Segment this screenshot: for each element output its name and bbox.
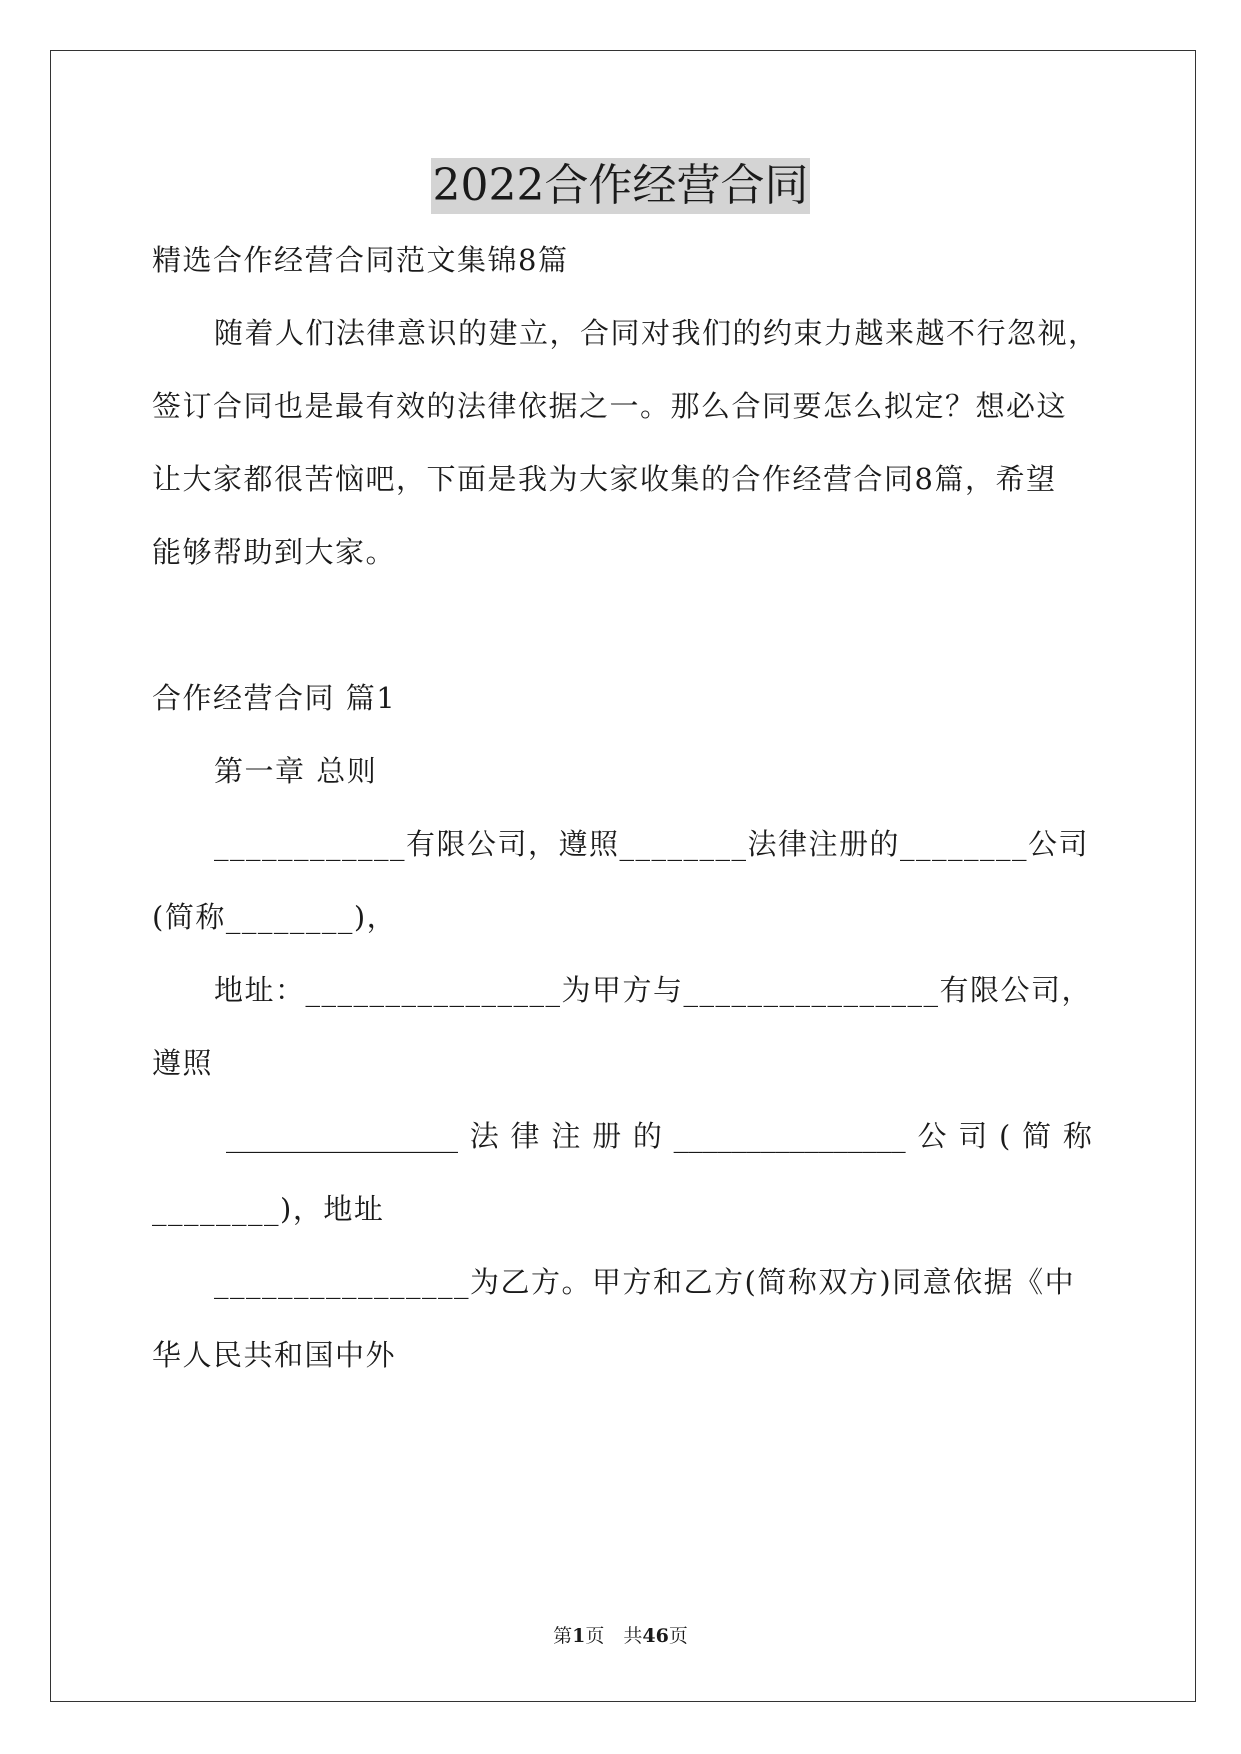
page-border [50, 50, 1196, 1702]
body-line-6: ________)，地址 [152, 1192, 385, 1226]
document-subtitle: 精选合作经营合同范文集锦8篇 [152, 243, 569, 277]
body-line-3: 地址：________________为甲方与________________有限公司， [214, 973, 1093, 1007]
body-line-4: 遵照 [152, 1046, 214, 1080]
footer-page-number: 1 [572, 1625, 586, 1647]
body-line-7: ________________为乙方。甲方和乙方(简称双方)同意依据《中 [214, 1265, 1076, 1299]
intro-line-1: 随着人们法律意识的建立，合同对我们的约束力越来越不行忽视， [214, 316, 1099, 350]
body-line-5-part: 律 [510, 1119, 540, 1153]
body-line-5-part: 简 [1022, 1119, 1052, 1153]
footer-page-suffix: 页 [668, 1625, 688, 1647]
body-line-5-part: ( [999, 1119, 1011, 1153]
body-line-5-part: 注 [551, 1119, 581, 1153]
intro-line-4: 能够帮助到大家。 [152, 535, 397, 569]
body-line-5-part: 称 [1062, 1119, 1092, 1153]
body-line-5 [226, 1116, 1092, 1156]
body-line-1: ____________有限公司，遵照________法律注册的________公司 [214, 827, 1090, 861]
body-line-5-part: ________________ [673, 1119, 906, 1153]
intro-line-3: 让大家都很苦恼吧，下面是我为大家收集的合作经营合同8篇，希望 [152, 462, 1057, 496]
section-heading: 合作经营合同 篇1 [152, 681, 397, 715]
body-line-5-part: 司 [958, 1119, 988, 1153]
chapter-heading: 第一章 总则 [214, 754, 378, 788]
body-line-5-part: ________________ [226, 1119, 458, 1153]
body-line-8: 华人民共和国中外 [152, 1338, 397, 1372]
body-line-5-part: 册 [592, 1119, 622, 1153]
footer-page-total: 46 [642, 1625, 669, 1647]
document-title: 2022合作经营合同 [0, 158, 1241, 214]
page-footer [0, 1624, 1241, 1648]
footer-page-mid: 页 共 [585, 1625, 643, 1647]
body-line-5-part: 的 [632, 1119, 662, 1153]
body-line-5-part: 法 [469, 1119, 499, 1153]
body-line-2: (简称________)， [152, 900, 398, 934]
intro-line-2: 签订合同也是最有效的法律依据之一。那么合同要怎么拟定？想必这 [152, 389, 1068, 423]
body-line-5-part: 公 [917, 1119, 947, 1153]
footer-page-prefix: 第 [553, 1625, 573, 1647]
